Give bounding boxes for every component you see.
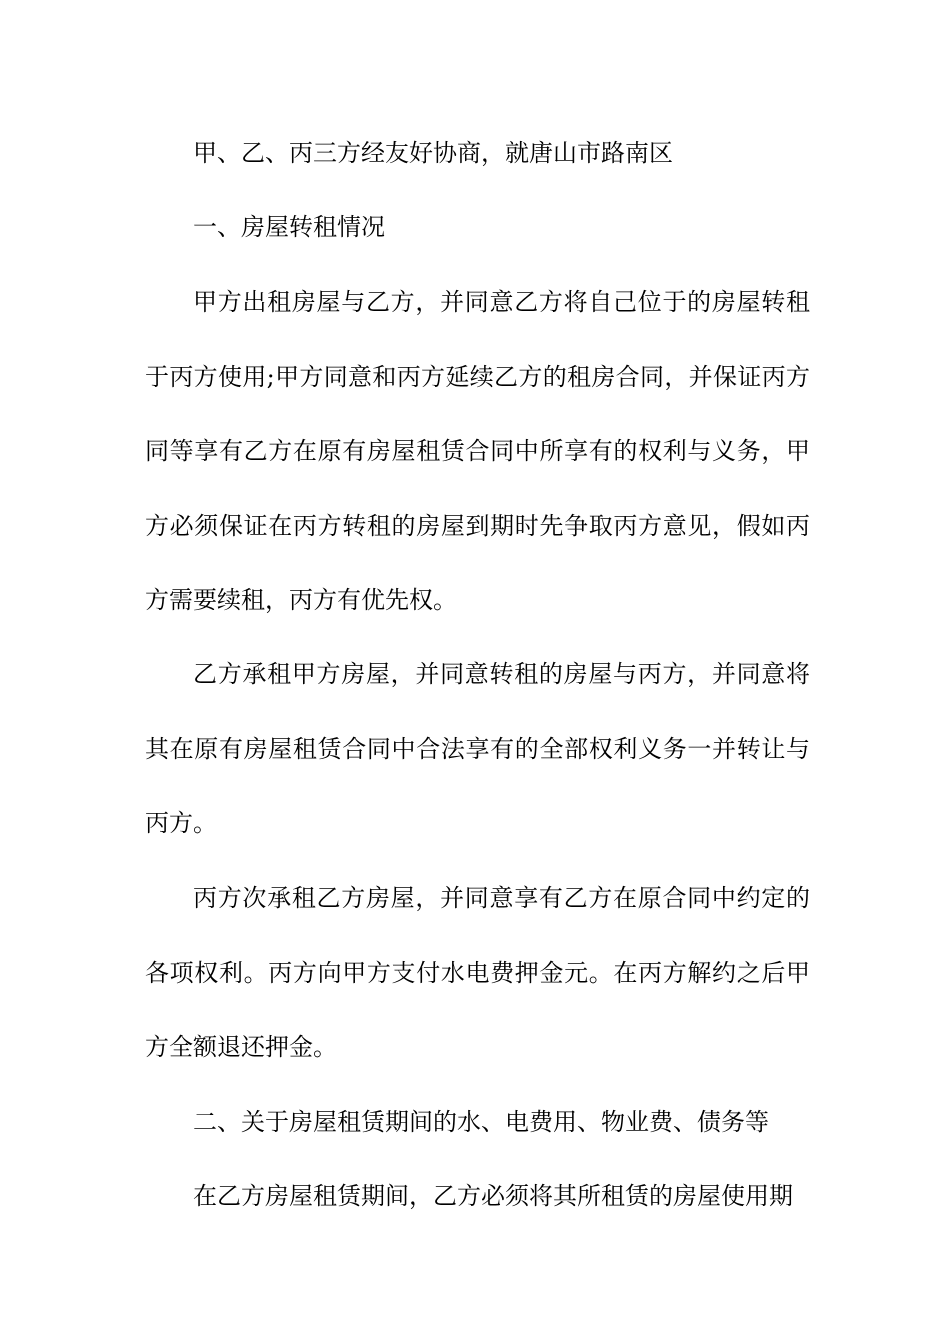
paragraph-intro: 甲、乙、丙三方经友好协商，就唐山市路南区 — [193, 139, 673, 167]
paragraph-landlord-terms: 甲方出租房屋与乙方，并同意乙方将自己位于的房屋转租于丙方使用;甲方同意和丙方延续乙方的租房合同，并保证丙方同等享有乙方在原有房屋租赁合同中所享有的权利与义务，甲方必须保证在丙方转租的房屋到期时先争取丙方意见，假如丙方需要续租，丙方有优先权。 — [145, 288, 810, 614]
paragraph-subtenant-terms: 丙方次承租乙方房屋，并同意享有乙方在原合同中约定的各项权利。丙方向甲方支付水电费押金元。在丙方解约之后甲方全额退还押金。 — [145, 884, 810, 1061]
paragraph-lease-period: 在乙方房屋租赁期间，乙方必须将其所租赁的房屋使用期 — [193, 1182, 793, 1210]
section-heading-1: 一、房屋转租情况 — [193, 213, 385, 241]
section-heading-2: 二、关于房屋租赁期间的水、电费用、物业费、债务等 — [193, 1108, 769, 1136]
paragraph-tenant-terms: 乙方承租甲方房屋，并同意转租的房屋与丙方，并同意将其在原有房屋租赁合同中合法享有的全部权利义务一并转让与丙方。 — [145, 660, 810, 837]
